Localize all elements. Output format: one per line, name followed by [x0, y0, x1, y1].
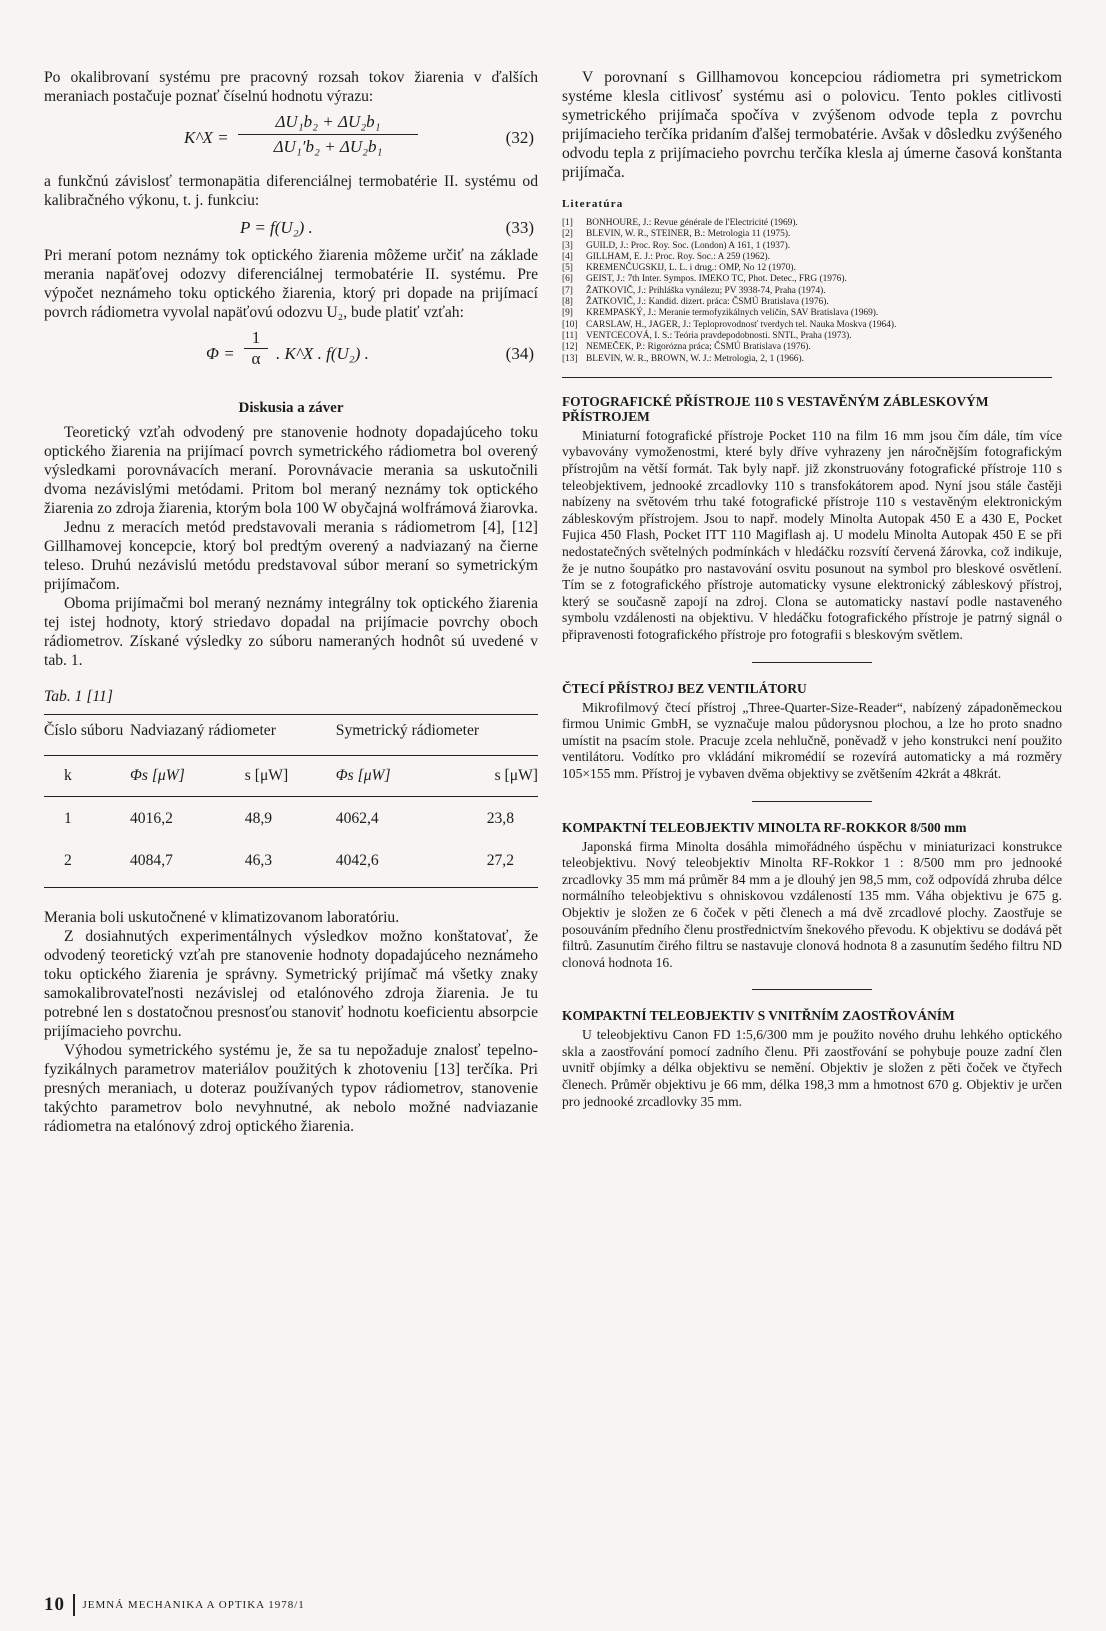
table-header-cell: s [μW] — [440, 756, 538, 797]
reference-item — [562, 342, 1062, 353]
article-minolta-lens — [562, 820, 1062, 972]
paragraph: Oboma prijímačmi bol meraný neznámy integrálny tok optického žiarenia tej istej hodnoty, ktorý striedavo dopadal na prijímacie povrchy oboch rádiometrov. Získané výsledky zo súboru nameraných hodnôt sú uvedené v tab. 1. — [44, 595, 538, 669]
table-header-cell: s [μW] — [245, 756, 336, 797]
paragraph: a funkčnú závislosť termonapätia diferenciálnej termobatérie II. systému od kalibračného výkonu, t. j. funkciu: — [44, 173, 538, 209]
reference-text: BLEVIN, W. R., BROWN, W. J.: Metrologia, 2, 1 (1966). — [586, 353, 804, 364]
references-heading: Literatúra — [562, 198, 624, 210]
article-title: ČTECÍ PŘÍSTROJ BEZ VENTILÁTORU — [562, 680, 807, 696]
table-cell: 46,3 — [245, 829, 336, 888]
left-column — [44, 68, 538, 1136]
reference-item — [562, 274, 1062, 285]
footer-divider — [73, 1594, 75, 1616]
table-cell: 4016,2 — [130, 797, 245, 830]
page-footer — [44, 1594, 305, 1616]
equation-number: (32) — [505, 128, 534, 147]
equation-number: (33) — [505, 218, 534, 237]
article-text: Japonská firma Minolta dosáhla mimořádného úspěchu v miniaturizaci konstrukce teleobjektivu. Nový teleobjektiv Minolta RF-Rokkor 1 : 8/500 mm pro jednooké zrcadlovky 35 mm má průměr 84 mm a je dlouhý jen 98,5 mm, což odpovídá zhruba délce normálního teleobjektivu s ohniskovou vzdáleností 135 mm. Váha objektivu je 675 g. Objektiv je složen ze 6 čoček v pěti členech a má dvě zrcadlové plochy. Zaostřuje se posouváním předního členu prostřednictvím šnekového převodu. K objektivu se dodává pět filtrů. Zasunutím čirého filtru se nastavuje clonová hodnota 8 a zasunutím šedého filtru ND clonová hodnota 16. — [562, 838, 1062, 970]
reference-text: CARSLAW, H., JAGER, J.: Teploprovodnosť tverdych tel. Nauka Moskva (1964). — [586, 319, 897, 330]
table-cell: 4042,6 — [336, 829, 440, 888]
equation-fraction — [244, 328, 268, 369]
equation-numerator: ΔU₁b₂ + ΔU₂b₁ — [238, 112, 418, 135]
reference-text: BLEVIN, W. R., STEINER, B.: Metrologia 11 (1975). — [586, 229, 791, 240]
equation-lhs: Φ = — [206, 344, 235, 363]
article-canon-lens — [562, 1008, 1062, 1110]
article-title: FOTOGRAFICKÉ PŘÍSTROJE 110 S VESTAVĚNÝM ZÁBLESKOVÝM PŘÍSTROJEM — [562, 393, 989, 424]
reference-number: [3] — [562, 240, 573, 251]
paragraph: Výhodou symetrického systému je, že sa tu nepožaduje znalosť tepelno-fyzikálnych parametrov materiálov použitých k zhotoveniu [13] terčíka. Pri presných meraniach, u doteraz používaných typov rádiometrov, stanovenie takýchto parametrov bolo nevyhnutné, ak nebolo možné nadviazanie rádiometra na etalónový zdroj optického žiarenia. — [44, 1042, 538, 1135]
reference-item — [562, 263, 1062, 274]
article-reader — [562, 681, 1062, 783]
paragraph: V porovnaní s Gillhamovou koncepciou rádiometra pri symetrickom systéme klesla citlivosť systému asi o polovicu. Tento pokles citlivosti symetrického prijímača spočíva v zvýšenom odvode tepla z povrchu prijímacieho terčíka pridaním ďalšej termobatérie. Avšak v dôsledku zvýšeného odvodu tepla z prijímacieho povrchu terčíka klesla aj úmerne časová konštanta prijímača. — [562, 69, 1062, 181]
paragraph: Pri meraní potom neznámy tok optického žiarenia môžeme určiť na základe merania napäťovej odozvy diferenciálnej termobatérie II. systému. Pre výpočet neznámeho toku optického žiarenia, ktorý pri dopade na prijímací povrch rádiometra vyvolal napäťovú odozvu U₂, bude platiť vzťah: — [44, 247, 538, 321]
reference-number: [11] — [562, 330, 578, 341]
reference-number: [1] — [562, 218, 573, 228]
table-header-row — [44, 715, 538, 742]
reference-item — [562, 218, 1062, 229]
equation-34 — [44, 322, 538, 386]
equation-33 — [44, 210, 538, 246]
equation-numerator: 1 — [244, 328, 268, 349]
divider — [752, 989, 872, 990]
equation-denominator: α — [251, 349, 261, 368]
reference-text: ŽATKOVIČ, J.: Prihláška vynálezu; PV 3938-74, Praha (1974). — [586, 285, 826, 296]
reference-text: GEIST, J.: 7th Inter. Sympos. IMEKO TC, Phot. Detec., FRG (1976). — [586, 274, 847, 285]
reference-number: [7] — [562, 285, 573, 296]
table-cell: 1 — [44, 797, 130, 830]
equation-lhs: K^X = — [184, 128, 229, 147]
table-cell: 4084,7 — [130, 829, 245, 888]
reference-text: KREMPASKÝ, J.: Meranie termofyzikálnych veličín, SAV Bratislava (1969). — [586, 308, 879, 319]
section-heading: Diskusia a záver — [238, 400, 344, 416]
reference-text: ŽATKOVIČ, J.: Kandid. dizert. práca: ČSMÚ Bratislava (1976). — [586, 297, 829, 308]
reference-number: [8] — [562, 297, 573, 308]
equation-number: (34) — [505, 344, 534, 363]
reference-number: [9] — [562, 308, 573, 319]
paragraph: Merania boli uskutočnené v klimatizovanom laboratóriu. — [44, 909, 400, 926]
reference-number: [13] — [562, 353, 578, 364]
journal-name: JEMNÁ MECHANIKA A OPTIKA 1978/1 — [82, 1599, 305, 1611]
table-header-cell: Symetrický rádiometer — [336, 715, 538, 742]
equation-32 — [44, 106, 538, 172]
table-cell: 23,8 — [440, 797, 538, 830]
reference-number: [4] — [562, 251, 573, 262]
reference-item — [562, 354, 1062, 365]
article-cameras — [562, 394, 1062, 644]
article-title: KOMPAKTNÍ TELEOBJEKTIV MINOLTA RF-ROKKOR 8/500 mm — [562, 819, 967, 835]
table-cell: 4062,4 — [336, 797, 440, 830]
table-spacer-row — [44, 741, 538, 756]
reference-text: KREMENČUGSKIJ, L. L. i drug.: OMP, No 12 (1970). — [586, 263, 796, 274]
reference-item — [562, 331, 1062, 342]
equation-rest: . K^X . f(U₂) . — [276, 344, 369, 363]
article-text: Mikrofilmový čtecí přístroj „Three-Quarter-Size-Reader“, nabízený západoněmeckou firmou Unimic GmbH, se vyznačuje malou půdorysnou plochou, a lze ho proto snadno umístit na psacím stole. Pracuje zcela nehlučně, poněvadž v jeho konstrukci není použito ventilátoru. Vodítko pro vkládání mikromédií se rozevírá automaticky a má rozměry 105×155 mm. Přístroj je vybaven dvěma objektivy se zvětšením 42krát a 48krát. — [562, 699, 1062, 781]
reference-text: GILLHAM, E. J.: Proc. Roy. Soc.: A 259 (1962). — [586, 251, 771, 262]
paragraph: Teoretický vzťah odvodený pre stanovenie hodnoty dopadajúceho toku optického žiarenia na prijímací povrch symetrického rádiometra bol overený výsledkami porovnávacích meraní. Porovnávacie merania sa uskutočnili dvoma nezávislými metódami. Pritom bol meraný neznámy tok optického žiarenia zo zdroja žiarenia, ktorým bola 100 W obyčajná wolfrámová žiarovka. — [44, 424, 538, 517]
article-title: KOMPAKTNÍ TELEOBJEKTIV S VNITŘNÍM ZAOSTŘOVÁNÍM — [562, 1008, 955, 1024]
reference-number: [5] — [562, 263, 573, 274]
reference-text: VENTCECOVÁ, I. S.: Teória pravdepodobnosti. SNTL, Praha (1973). — [586, 330, 852, 341]
table-row — [44, 829, 538, 888]
reference-list — [562, 218, 1062, 365]
reference-item — [562, 252, 1062, 263]
equation-expression: P = f(U₂) . — [240, 218, 313, 237]
paragraph: Jednu z meracích metód predstavovali merania s rádiometrom [4], [12] Gillhamovej koncepcie, ktorý bol predtým overený a nadviazaný na čierne teleso. Druhú nezávislú metódu predstavoval súbor meraní so symetrickým prijímačom. — [44, 519, 538, 593]
right-column — [562, 68, 1062, 1110]
table-header-cell: Φs [μW] — [130, 756, 245, 797]
reference-item — [562, 297, 1062, 308]
table-row — [44, 797, 538, 830]
table-header-cell: k — [44, 756, 130, 797]
table-cell: 48,9 — [245, 797, 336, 830]
reference-number: [10] — [562, 319, 578, 330]
article-text: Miniaturní fotografické přístroje Pocket 110 na film 16 mm jsou čím dále, tím více vybavovány vymoženostmi, které byly dříve vyhrazeny jen náročnějším fotografickým přístrojům na větší formát. Tak byly např. již zkonstruovány fotografické přístroje 110 s teleobjektivem, jednooké zrcadlovky 110 s transfokátorem apod. Nyní jsou stále častěji nabízeny na světovém trhu také fotografické přístroje 110 s vestavěným elektronickým zábleskovým přístrojem. Jsou to např. modely Minolta Autopak 450 E a 430 E, Pocket Fujica 450 Flash, Pocket ITT 110 Magiflash aj. U modelu Minolta Autopak 450 E se při nedostatečných světelných podmínkách v hledáčku rozsvítí červená žárovka, což indikuje, že je nutno šoupátko pro nastavování osvitu posunout na symbol pro bleskové osvětlení. Tím se z fotografického přístroje automaticky vysune elektronický zábleskový přístroj, který se současně zapojí na zdroj. Clona se automaticky nastaví podle nastaveného symbolu vzdálenosti na objektivu. V hledáčku fotografického přístroje je patrný signál o připravenosti fotografického přístroje pro fotografii s bleskovým světlem. — [562, 427, 1062, 642]
divider — [752, 801, 872, 802]
table-header-cell: Φs [μW] — [336, 756, 440, 797]
table-cell: 27,2 — [440, 829, 538, 888]
reference-item — [562, 229, 1062, 240]
results-table — [44, 714, 538, 888]
equation-denominator: ΔU₁′b₂ + ΔU₂b₁ — [273, 137, 383, 156]
table-header-cell: Číslo súboru — [44, 715, 130, 742]
reference-item — [562, 286, 1062, 297]
reference-number: [2] — [562, 229, 573, 240]
reference-item — [562, 241, 1062, 252]
reference-number: [12] — [562, 342, 578, 353]
table-subheader-row — [44, 756, 538, 797]
reference-text: BONHOURE, J.: Revue générale de l'Electricité (1969). — [586, 218, 798, 228]
table-header-cell: Nadviazaný rádiometer — [130, 715, 336, 742]
divider — [562, 377, 1052, 378]
divider — [752, 662, 872, 663]
reference-text: NEMEČEK, P.: Rigorózna práca; ČSMÚ Bratislava (1976). — [586, 342, 811, 353]
reference-text: GUILD, J.: Proc. Roy. Soc. (London) A 161, 1 (1937). — [586, 240, 791, 251]
paragraph: Z dosiahnutých experimentálnych výsledkov možno konštatovať, že odvodený teoretický vzťah pre stanovenie hodnoty dopadajúceho neznámeho toku optického žiarenia je správny. Symetrický prijímač má všetky znaky samokalibrovateľnosti nezávislej od etalónového zdroja žiarenia. Je tu potrebné len s dostatočnou presnosťou stanoviť hodnotu koeficientu absorpcie prijímacieho povrchu. — [44, 928, 538, 1040]
reference-item — [562, 320, 1062, 331]
paragraph: Po okalibrovaní systému pre pracovný rozsah tokov žiarenia v ďalších meraniach postačuje poznať číselnú hodnotu výrazu: — [44, 69, 538, 105]
table-caption: Tab. 1 [11] — [44, 688, 113, 705]
article-text: U teleobjektivu Canon FD 1:5,6/300 mm je použito nového druhu lehkého optického skla a zaostřování pomocí zadního členu. Při zaostřování se pohybuje pouze zadní člen uvnitř objímky a délka objektivu se nemění. Objektiv je složen z pěti čoček ve čtyřech členech. Průměr objektivu je 66 mm, délka 198,3 mm a hmotnost 670 g. Objektiv je určen pro jednooké zrcadlovky 35 mm. — [562, 1027, 1062, 1109]
reference-item — [562, 308, 1062, 319]
reference-number: [6] — [562, 274, 573, 285]
page-number: 10 — [44, 1594, 65, 1615]
table-cell: 2 — [44, 829, 130, 888]
equation-fraction — [238, 112, 418, 157]
